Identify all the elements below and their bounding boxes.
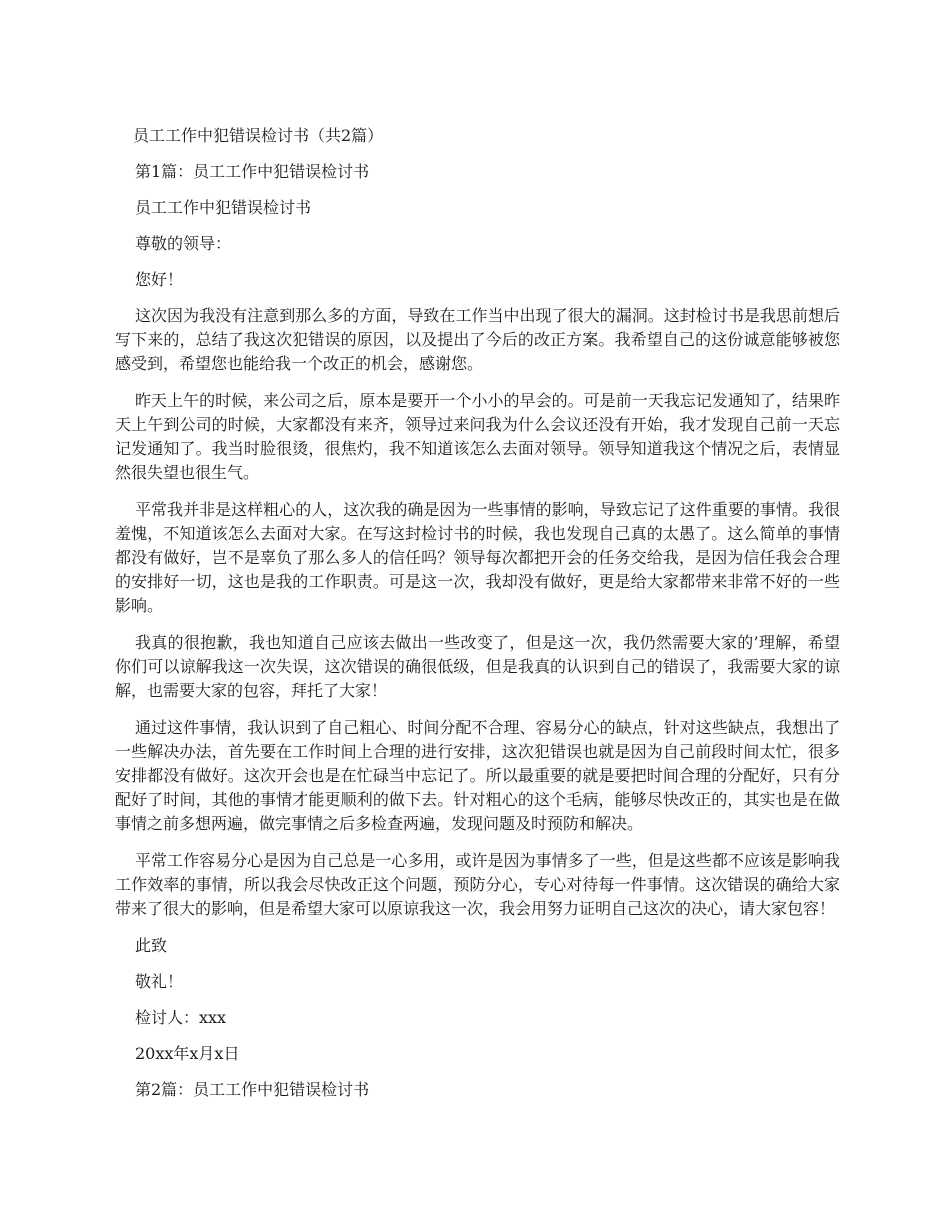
document-title: 员工工作中犯错误检讨书（共2篇） [133,126,384,145]
body-paragraph-3: 平常我并非是这样粗心的人，这次我的确是因为一些事情的影响，导致忘记了这件重要的事情。我很羞愧，不知道该怎么去面对大家。在写这封检讨书的时候，我也发现自己真的太愚了。这么简单的事情都没有做好，岂不是辜负了那么多人的信任吗？领导每次都把开会的任务交给我，是因为信任我会合理的安排好一切，这也是我的工作职责。可是这一次，我却没有做好，更是给大家都带来非常不好的一些影响。 [115,500,840,615]
closing-line-2: 敬礼！ [135,972,184,991]
part2-heading: 第2篇：员工工作中犯错误检讨书 [135,1080,370,1099]
closing-line-1: 此致 [135,936,168,955]
body-paragraph-5: 通过这件事情，我认识到了自己粗心、时间分配不合理、容易分心的缺点，针对这些缺点，我想出了一些解决办法，首先要在工作时间上合理的进行安排，这次犯错误也就是因为自己前段时间太忙，很多安排都没有做好。这次开会也是在忙碌当中忘记了。所以最重要的就是要把时间合理的分配好，只有分配好了时间，其他的事情才能更顺利的做下去。针对粗心的这个毛病，能够尽快改正的，其实也是在做事情之前多想两遍，做完事情之后多检查两遍，发现问题及时预防和解决。 [115,718,840,833]
date-line: 20xx年x月x日 [135,1044,240,1063]
salutation: 尊敬的领导： [135,234,232,253]
body-paragraph-4: 我真的很抱歉，我也知道自己应该去做出一些改变了，但是这一次，我仍然需要大家的’理解，希望你们可以谅解我这一次失误，这次错误的确很低级，但是我真的认识到自己的错误了，我需要大家的谅解，也需要大家的包容，拜托了大家！ [115,633,840,700]
document-page [115,124,840,1114]
greeting: 您好！ [135,270,184,289]
body-paragraph-1: 这次因为我没有注意到那么多的方面，导致在工作当中出现了很大的漏洞。这封检讨书是我思前想后写下来的，总结了我这次犯错误的原因，以及提出了今后的改正方案。我希望自己的这份诚意能够被您感受到，希望您也能给我一个改正的机会，感谢您。 [115,306,840,373]
letter-subtitle: 员工工作中犯错误检讨书 [135,198,312,217]
body-paragraph-6: 平常工作容易分心是因为自己总是一心多用，或许是因为事情多了一些，但是这些都不应该是影响我工作效率的事情，所以我会尽快改正这个问题，预防分心，专心对待每一件事情。这次错误的确给大家带来了很大的影响，但是希望大家可以原谅我这一次，我会用努力证明自己这次的决心，请大家包容！ [115,851,840,918]
signer: 检讨人：xxx [135,1008,227,1027]
part1-heading: 第1篇：员工工作中犯错误检讨书 [135,162,370,181]
body-paragraph-2: 昨天上午的时候，来公司之后，原本是要开一个小小的早会的。可是前一天我忘记发通知了，结果昨天上午到公司的时候，大家都没有来齐，领导过来问我为什么会议还没有开始，我才发现自己前一天忘记发通知了。我当时脸很烫，很焦灼，我不知道该怎么去面对领导。领导知道我这个情况之后，表情显然很失望也很生气。 [115,391,840,482]
